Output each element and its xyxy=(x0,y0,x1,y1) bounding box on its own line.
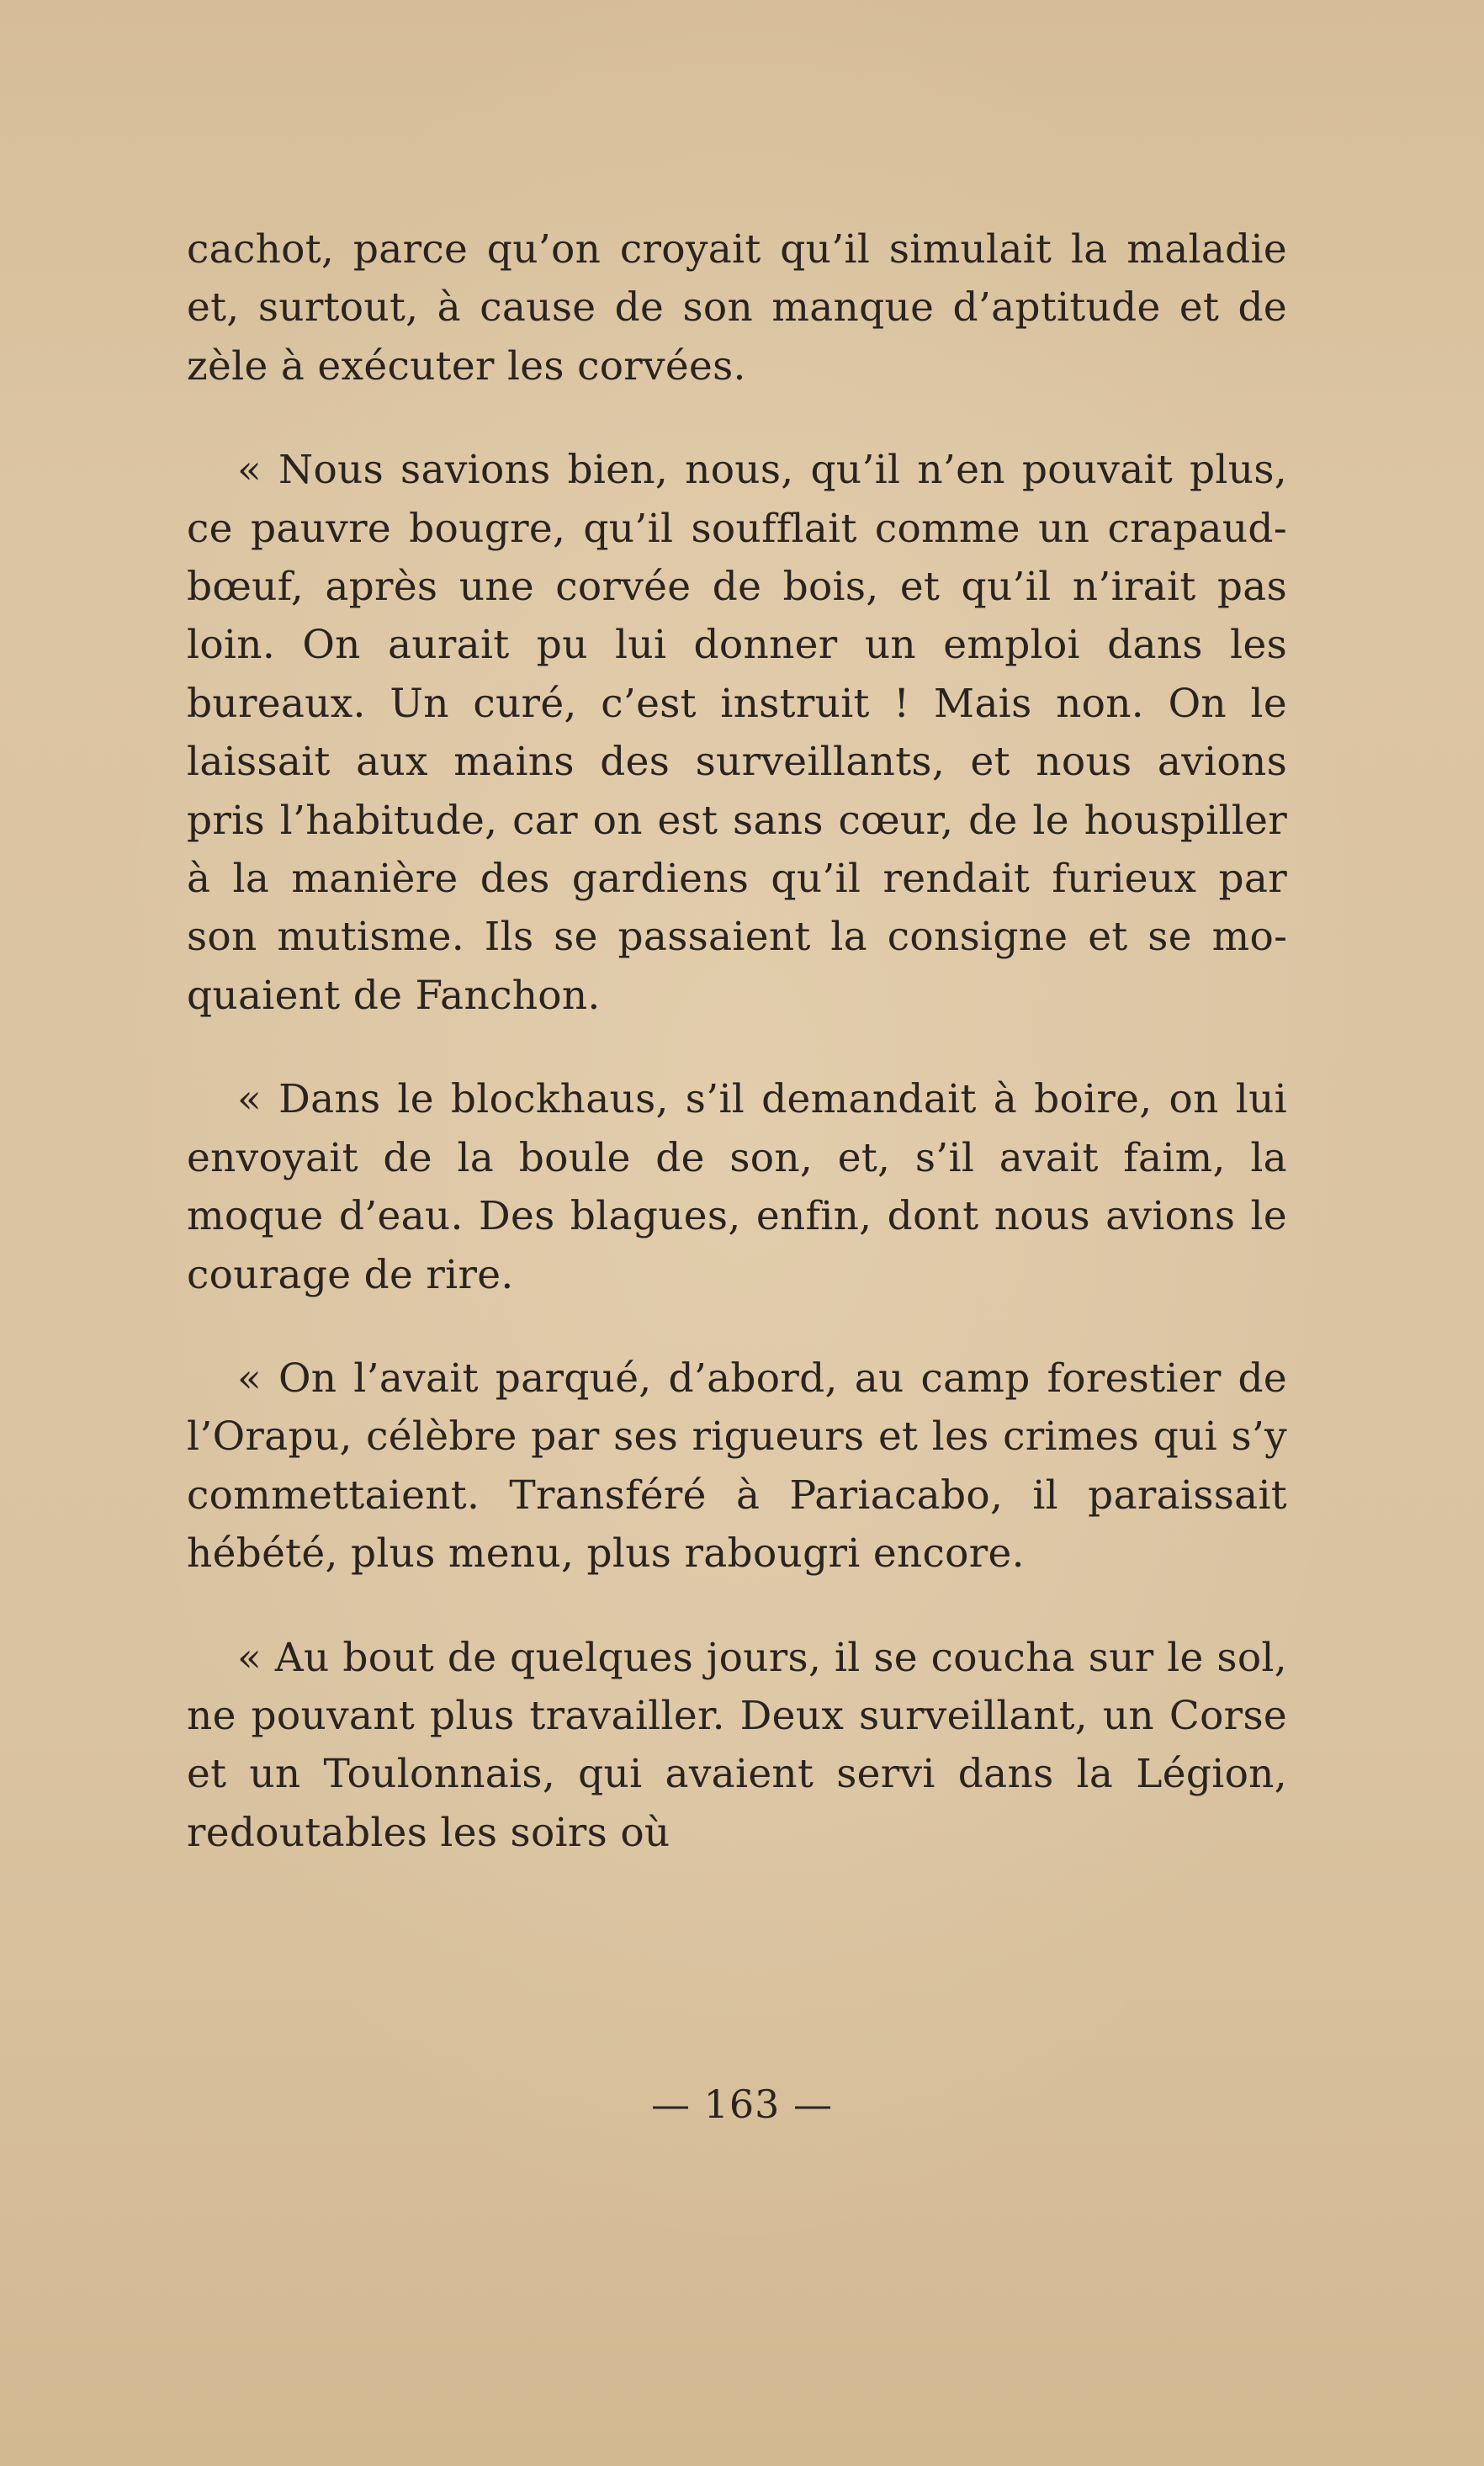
page-number: — 163 — xyxy=(650,2082,834,2127)
body-text xyxy=(187,220,1287,1907)
paragraph-3: « Dans le blockhaus, s’il demandait à boire, on lui envoyait de la boule de son, et, s’il avait faim, la moque d’eau. Des blagues, enfin, dont nous avions le courage de rire. xyxy=(187,1076,1287,1298)
paragraph-5: « Au bout de quelques jours, il se coucha sur le sol, ne pouvant plus travailler. Deux surveillant, un Corse et un Toulonnais, qui avaient servi dans la Légion, redoutables les soirs où xyxy=(187,1634,1287,1856)
paragraph-4: « On l’avait parqué, d’abord, au camp forestier de l’Orapu, célèbre par ses rigueurs et les crimes qui s’y commettaient. Transféré à Pariacabo, il paraissait hébété, plus menu, plus rabougri encore. xyxy=(187,1355,1287,1578)
paragraph-2: « Nous savions bien, nous, qu’il n’en pouvait plus, ce pauvre bougre, qu’il soufflait comme un crapaud-bœuf, après une corvée de bois, et qu’il n’irait pas loin. On aurait pu lui donner un emploi dans les bureaux. Un curé, c’est instruit ! Mais non. On le laissait aux mains des surveillants, et nous avions pris l’habitude, car on est sans cœur, de le houspiller à la manière des gardiens qu’il rendait furieux par son mutisme. Ils se passaient la consigne et se moquaient de Fanchon. xyxy=(187,447,1287,1019)
paragraph-1: cachot, parce qu’on croyait qu’il simulait la maladie et, surtout, à cause de son manque d’aptitude et de zèle à exécuter les corvées. xyxy=(187,226,1287,390)
